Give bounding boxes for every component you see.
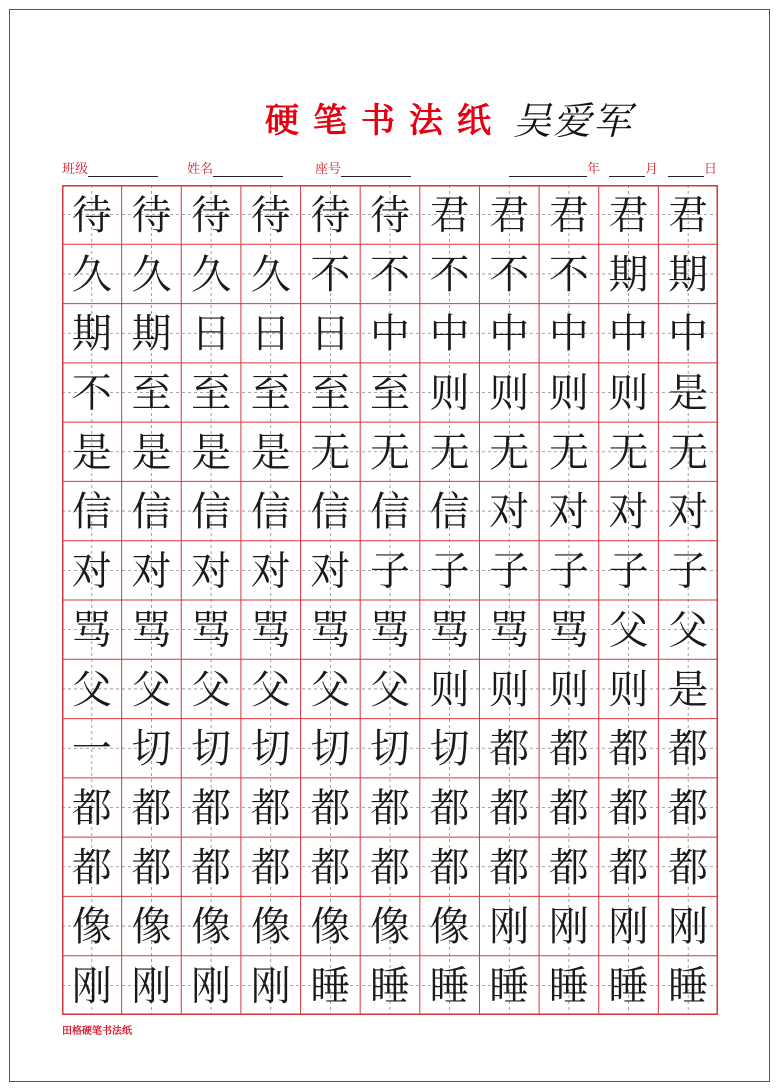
grid-character: 对: [131, 548, 172, 595]
grid-character: 待: [71, 192, 112, 239]
grid-character: 骂: [548, 607, 589, 654]
grid-character: 至: [310, 370, 351, 417]
name-label: 姓名: [187, 162, 214, 177]
class-blank[interactable]: [88, 162, 158, 177]
grid-character: 都: [429, 844, 470, 891]
grid-character: 子: [370, 548, 410, 595]
grid-character: 日: [250, 311, 291, 358]
grid-character: 是: [191, 429, 232, 476]
grid-character: 信: [71, 489, 112, 536]
grid-character: 睡: [668, 963, 709, 1010]
seat-field: [315, 158, 411, 177]
grid-character: 无: [608, 429, 649, 476]
grid-character: 都: [310, 785, 351, 832]
grid-character: 期: [608, 251, 649, 298]
grid-character: 中: [608, 311, 649, 358]
grid-character: 中: [548, 311, 589, 358]
seat-label: 座号: [315, 162, 342, 177]
grid-character: 睡: [310, 963, 351, 1010]
grid-character: 都: [250, 844, 291, 891]
grid-character: 切: [310, 726, 351, 773]
grid-character: 都: [489, 844, 530, 891]
grid-character: 无: [489, 429, 530, 476]
grid-character: 是: [250, 429, 291, 476]
grid-character: 父: [310, 666, 351, 713]
grid-character: 君: [429, 192, 470, 239]
grid-character: 骂: [250, 607, 291, 654]
grid-character: 像: [71, 904, 112, 951]
grid-character: 刚: [131, 963, 172, 1010]
grid-character: 至: [131, 370, 172, 417]
grid-character: 父: [668, 607, 709, 654]
grid-character: 期: [71, 311, 112, 358]
grid-character: 都: [668, 785, 709, 832]
grid-character: 父: [250, 666, 291, 713]
grid-character: 睡: [489, 963, 530, 1010]
grid-character: 都: [548, 785, 589, 832]
grid-character: 是: [668, 370, 709, 417]
grid-character: 对: [608, 489, 649, 536]
grid-character: 都: [191, 844, 232, 891]
grid-character: 切: [429, 726, 470, 773]
grid-character: 都: [668, 844, 709, 891]
grid-character: 都: [370, 844, 410, 891]
grid-character: 对: [668, 489, 709, 536]
seat-blank[interactable]: [341, 162, 411, 177]
name-blank[interactable]: [213, 162, 283, 177]
grid-character: 久: [250, 251, 291, 298]
grid-character: 切: [191, 726, 232, 773]
grid-character: 信: [310, 489, 351, 536]
practice-grid: [62, 185, 718, 1015]
grid-character: 信: [370, 489, 410, 536]
month-label: 月: [645, 162, 659, 177]
grid-character: 子: [489, 548, 530, 595]
grid-character: 至: [370, 370, 410, 417]
grid-character: 久: [131, 251, 172, 298]
grid-character: 子: [429, 548, 470, 595]
grid-character: 则: [548, 370, 589, 417]
grid-character: 像: [131, 904, 172, 951]
grid-character: 像: [429, 904, 470, 951]
grid-character: 信: [191, 489, 232, 536]
grid-character: 骂: [370, 607, 410, 654]
footer-label: 田格硬笔书法纸: [62, 1026, 132, 1037]
grid-character: 像: [191, 904, 232, 951]
grid-character: 一: [71, 726, 112, 773]
grid-character: 子: [668, 548, 709, 595]
grid-character: 则: [489, 370, 530, 417]
month-field: [609, 158, 658, 177]
grid-character: 对: [310, 548, 351, 595]
grid-character: 切: [131, 726, 172, 773]
grid-character: 都: [131, 844, 172, 891]
grid-character: 待: [191, 192, 232, 239]
grid-character: 无: [370, 429, 410, 476]
grid-character: 信: [250, 489, 291, 536]
grid-character: 待: [310, 192, 351, 239]
grid-character: 中: [429, 311, 470, 358]
grid-character: 久: [71, 251, 112, 298]
grid-character: 对: [489, 489, 530, 536]
grid-character: 骂: [310, 607, 351, 654]
grid-character: 刚: [548, 904, 589, 951]
grid-character: 则: [429, 370, 470, 417]
grid-character: 对: [250, 548, 291, 595]
grid-character: 像: [250, 904, 291, 951]
grid-character: 无: [548, 429, 589, 476]
grid-character: 不: [310, 251, 351, 298]
grid-character: 像: [370, 904, 410, 951]
grid-character: 是: [668, 666, 709, 713]
grid-character: 刚: [71, 963, 112, 1010]
grid-character: 待: [131, 192, 172, 239]
grid-character: 是: [131, 429, 172, 476]
grid-character: 骂: [489, 607, 530, 654]
grid-character: 日: [191, 311, 232, 358]
grid-character: 睡: [370, 963, 410, 1010]
day-blank[interactable]: [668, 162, 704, 177]
author-signature: 吴爱军: [513, 98, 634, 143]
grid-character: 信: [131, 489, 172, 536]
grid-character: 都: [310, 844, 351, 891]
month-blank[interactable]: [609, 162, 645, 177]
grid-character: 刚: [191, 963, 232, 1010]
grid-character: 则: [608, 370, 649, 417]
grid-character: 不: [429, 251, 470, 298]
grid-character: 骂: [429, 607, 470, 654]
grid-character: 父: [191, 666, 232, 713]
year-field: [509, 158, 600, 177]
class-field: [62, 158, 158, 177]
grid-character: 不: [370, 251, 410, 298]
grid-character: 骂: [71, 607, 112, 654]
grid-character: 父: [370, 666, 410, 713]
grid-character: 父: [608, 607, 649, 654]
grid-character: 期: [131, 311, 172, 358]
grid-character: 君: [668, 192, 709, 239]
grid-character: 都: [548, 844, 589, 891]
grid-character: 都: [608, 785, 649, 832]
grid-character: 刚: [668, 904, 709, 951]
day-field: [668, 158, 717, 177]
grid-character: 像: [310, 904, 351, 951]
grid-character: 子: [608, 548, 649, 595]
grid-character: 无: [310, 429, 351, 476]
grid-character: 中: [489, 311, 530, 358]
grid-character: 睡: [608, 963, 649, 1010]
grid-character: 刚: [489, 904, 530, 951]
page-title: 硬笔书法纸: [265, 100, 505, 141]
grid-character: 无: [429, 429, 470, 476]
grid-character: 都: [191, 785, 232, 832]
grid-character: 子: [548, 548, 589, 595]
grid-character: 都: [489, 785, 530, 832]
grid-character: 骂: [191, 607, 232, 654]
grid-character: 君: [489, 192, 530, 239]
year-label: 年: [587, 162, 601, 177]
grid-character: 则: [608, 666, 649, 713]
grid-character: 都: [489, 726, 530, 773]
grid-character: 君: [608, 192, 649, 239]
title-row: [265, 92, 633, 142]
grid-character: 久: [191, 251, 232, 298]
grid-character: 对: [71, 548, 112, 595]
grid-character: 中: [370, 311, 410, 358]
grid-character: 是: [71, 429, 112, 476]
grid-character: 不: [548, 251, 589, 298]
day-label: 日: [704, 162, 718, 177]
grid-character: 对: [191, 548, 232, 595]
grid-character: 睡: [429, 963, 470, 1010]
grid-character: 都: [608, 726, 649, 773]
grid-character: 信: [429, 489, 470, 536]
grid-character: 不: [489, 251, 530, 298]
grid-character: 睡: [548, 963, 589, 1010]
grid-character: 骂: [131, 607, 172, 654]
grid-character: 都: [71, 785, 112, 832]
grid-character: 待: [250, 192, 291, 239]
grid-character: 都: [429, 785, 470, 832]
grid-character: 日: [310, 311, 351, 358]
class-label: 班级: [62, 162, 89, 177]
grid-character: 切: [250, 726, 291, 773]
grid-character: 待: [370, 192, 410, 239]
grid-character: 刚: [250, 963, 291, 1010]
grid-character: 刚: [608, 904, 649, 951]
grid-character: 则: [489, 666, 530, 713]
grid-character: 都: [250, 785, 291, 832]
grid-character: 对: [548, 489, 589, 536]
grid-character: 都: [548, 726, 589, 773]
grid-character: 则: [548, 666, 589, 713]
grid-character: 至: [250, 370, 291, 417]
grid-character: 中: [668, 311, 709, 358]
name-field: [187, 158, 283, 177]
grid-character: 都: [668, 726, 709, 773]
grid-character: 至: [191, 370, 232, 417]
grid-character: 切: [370, 726, 410, 773]
grid-character: 都: [71, 844, 112, 891]
grid-character: 则: [429, 666, 470, 713]
grid-character: 都: [370, 785, 410, 832]
grid-character: 期: [668, 251, 709, 298]
grid-character: 父: [131, 666, 172, 713]
grid-character: 都: [608, 844, 649, 891]
grid-character: 无: [668, 429, 709, 476]
year-blank[interactable]: [509, 162, 587, 177]
info-row: [62, 158, 722, 180]
grid-character: 都: [131, 785, 172, 832]
grid-character: 君: [548, 192, 589, 239]
grid-character: 不: [71, 370, 112, 417]
grid-character: 父: [71, 666, 112, 713]
